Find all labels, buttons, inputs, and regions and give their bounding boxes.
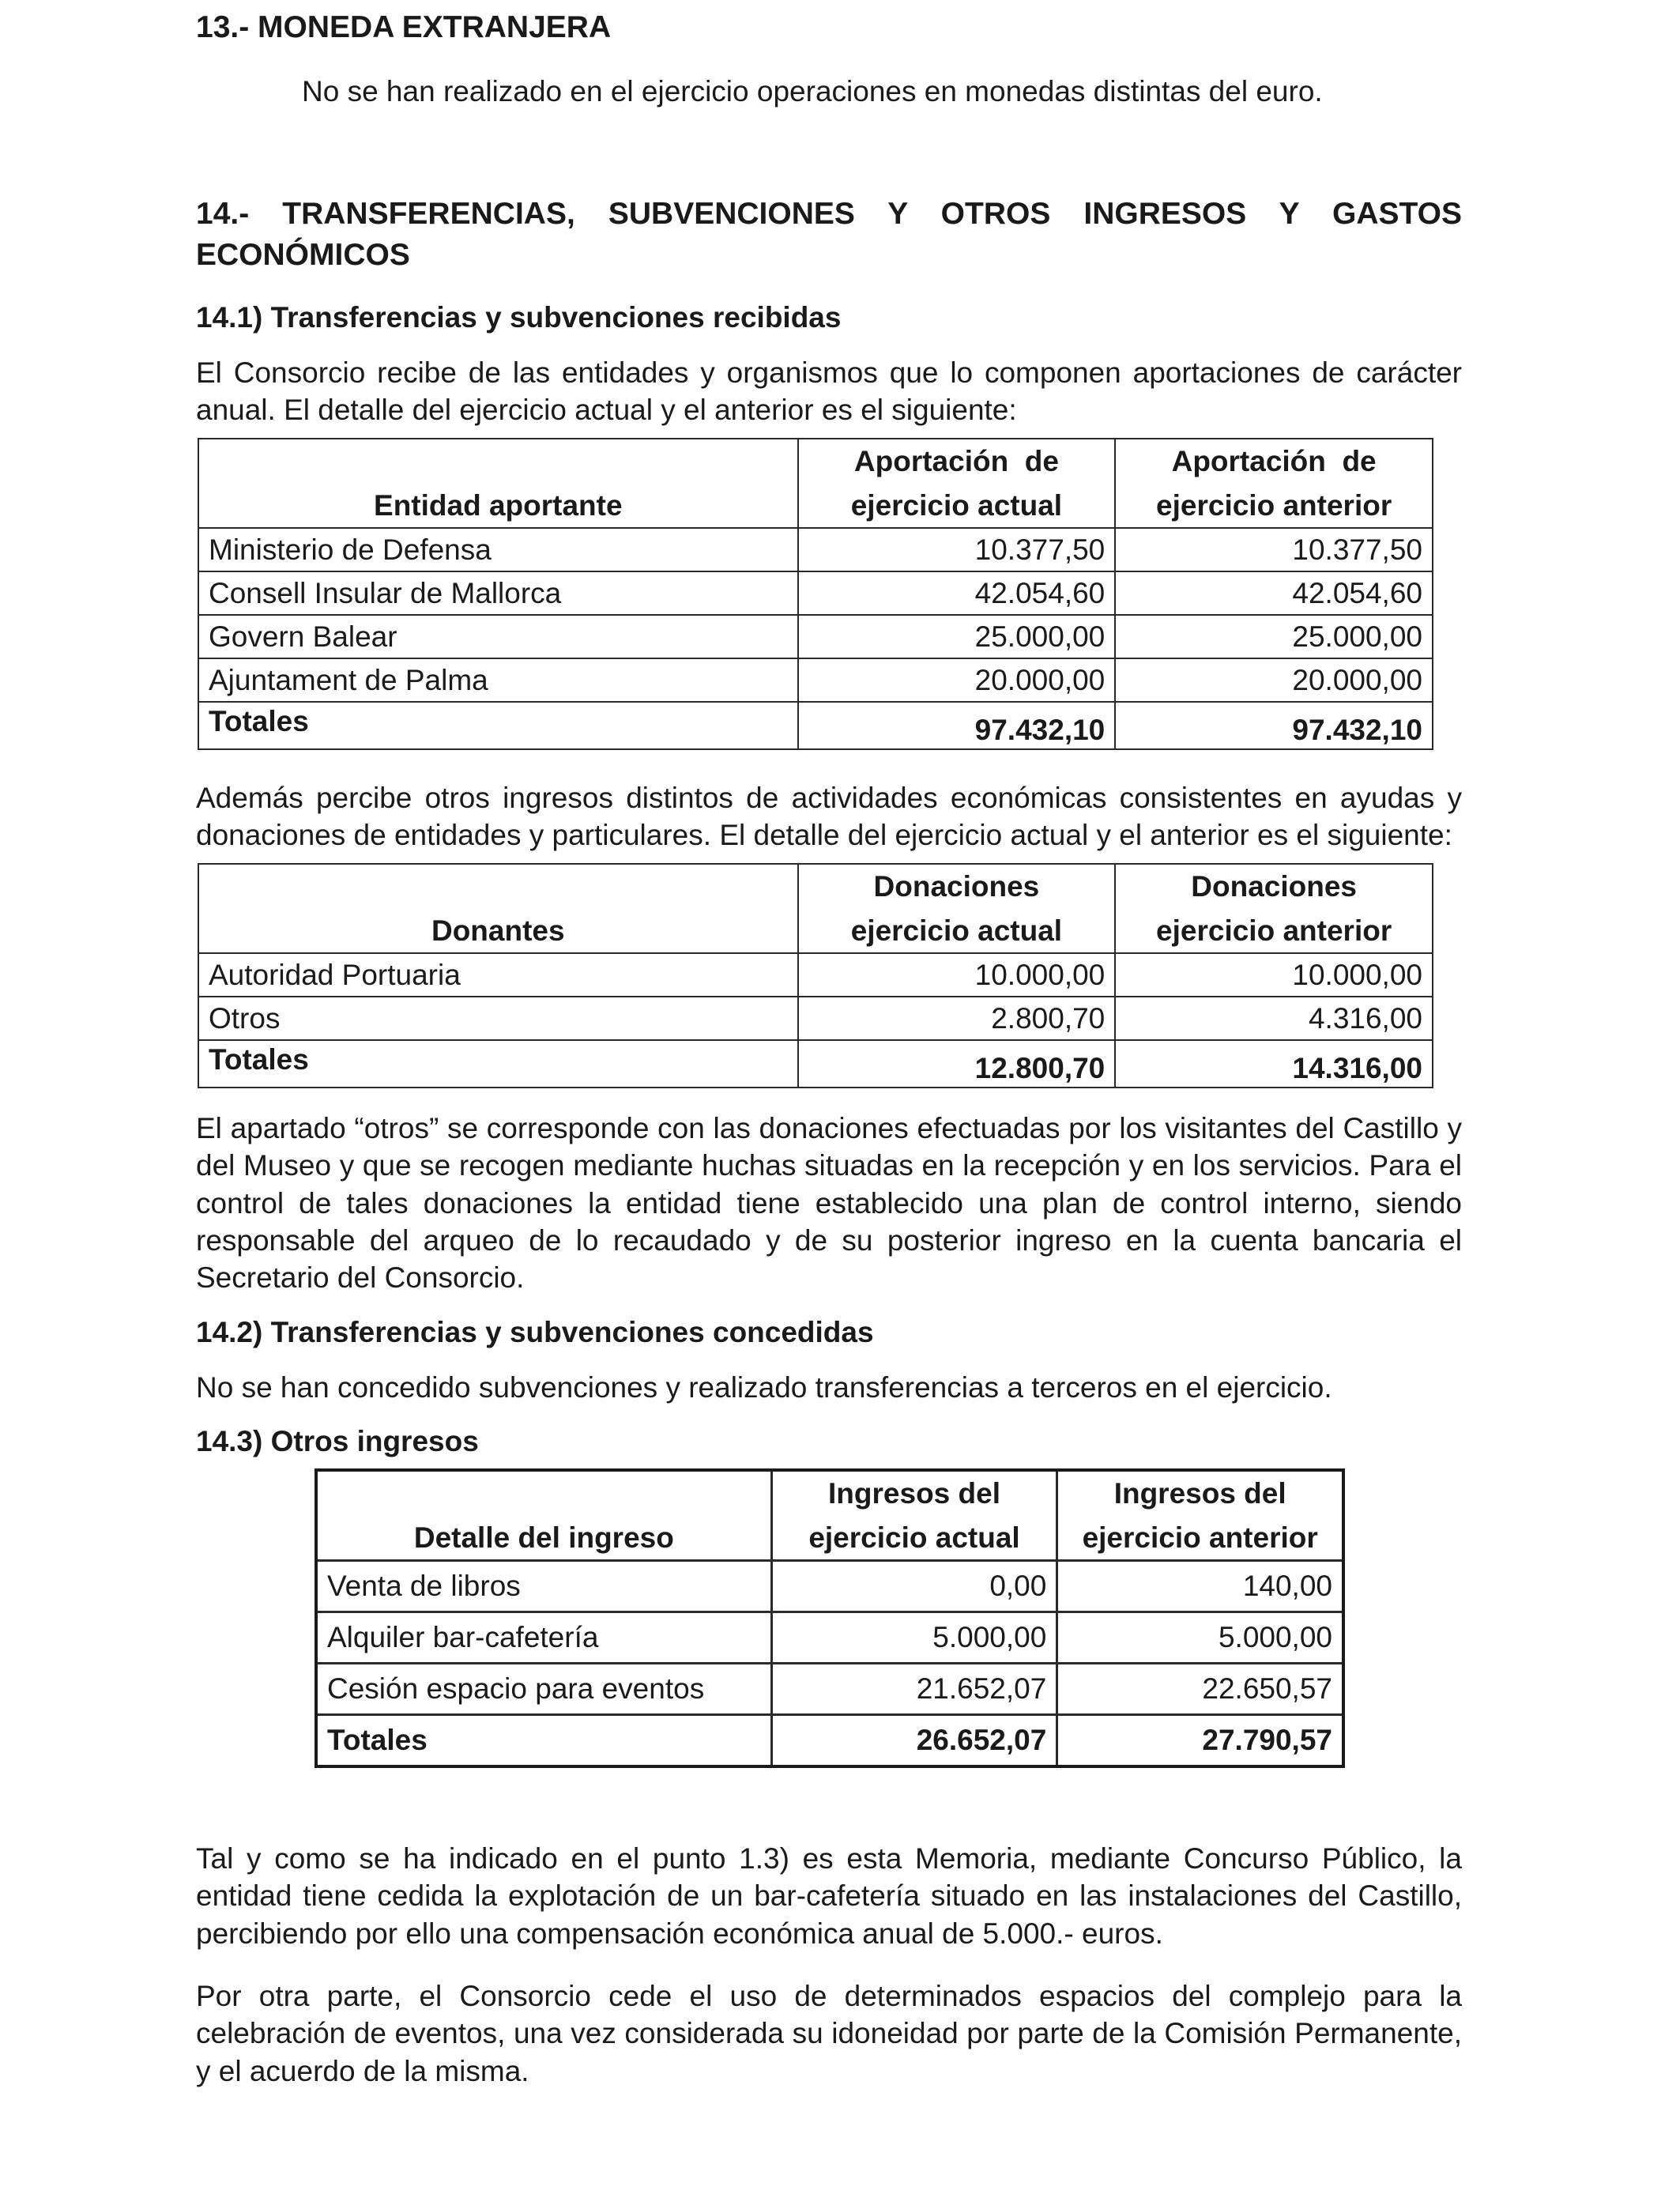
column-header: Donaciones ejercicio actual [798, 864, 1116, 953]
totals-row [198, 1040, 1433, 1088]
totals-row [198, 702, 1433, 749]
section-14-heading-line2: ECONÓMICOS [196, 238, 410, 272]
entity-cell: Ministerio de Defensa [198, 528, 798, 571]
donations-intro: Además percibe otros ingresos distintos de actividades económicas consistentes en ayudas y donaciones de entidades y particulares. El detalle del ejercicio actual y el anterior es el siguiente: [196, 782, 1462, 852]
previous-value-cell: 20.000,00 [1115, 658, 1433, 702]
section-14-3-heading: 14.3) Otros ingresos [196, 1425, 479, 1457]
other-income-table [315, 1468, 1345, 1768]
bar-cafeteria-paragraph: Tal y como se ha indicado en el punto 1.3) es esta Memoria, mediante Concurso Público, la entidad tiene cedida la explotación de un bar-cafetería situado en las instalaciones del Castillo, percibiendo por ello una compensación económica anual de 5.000.- euros. [196, 1842, 1462, 1950]
totals-previous: 27.790,57 [1057, 1715, 1343, 1767]
section-14-1-intro: El Consorcio recibe de las entidades y organismos que lo componen aportaciones de carácter anual. El detalle del ejercicio actual y el anterior es el siguiente: [196, 356, 1462, 427]
table-row [198, 571, 1433, 615]
otros-explanation: El apartado “otros” se corresponde con las donaciones efectuadas por los visitantes del Castillo y del Museo y que se recogen mediante huchas situadas en la recepción y en los servicios. Para el control de tales donaciones la entidad tiene establecido una plan de control interno, siendo responsable del arqueo de lo recaudado y de su posterior ingreso en la cuenta bancaria el Secretario del Consorcio. [196, 1112, 1462, 1295]
previous-value-cell: 5.000,00 [1057, 1612, 1343, 1664]
section-14-1-heading: 14.1) Transferencias y subvenciones recibidas [196, 301, 842, 334]
current-value-cell: 21.652,07 [771, 1664, 1057, 1715]
column-header: Donaciones ejercicio anterior [1115, 864, 1433, 953]
current-value-cell: 5.000,00 [771, 1612, 1057, 1664]
column-header: Aportación de ejercicio actual [798, 439, 1116, 528]
totals-label: Totales [198, 1040, 798, 1088]
table-row [316, 1664, 1343, 1715]
current-value-cell: 42.054,60 [798, 571, 1116, 615]
income-detail-cell: Venta de libros [316, 1561, 771, 1612]
table-row [316, 1612, 1343, 1664]
table-header-row [198, 864, 1433, 953]
table-row [198, 615, 1433, 658]
previous-value-cell: 140,00 [1057, 1561, 1343, 1612]
column-header: Ingresos del ejercicio anterior [1057, 1470, 1343, 1561]
totals-row [316, 1715, 1343, 1767]
totals-current: 97.432,10 [798, 702, 1116, 749]
totals-current: 26.652,07 [771, 1715, 1057, 1767]
current-value-cell: 0,00 [771, 1561, 1057, 1612]
previous-value-cell: 25.000,00 [1115, 615, 1433, 658]
event-spaces-paragraph: Por otra parte, el Consorcio cede el uso de determinados espacios del complejo para la celebración de eventos, una vez considerada su idoneidad por parte de la Comisión Permanente, y el acuerdo de la misma. [196, 1980, 1462, 2087]
section-14-2-heading: 14.2) Transferencias y subvenciones concedidas [196, 1316, 874, 1348]
previous-value-cell: 4.316,00 [1115, 997, 1433, 1040]
column-header: Donantes [198, 864, 798, 953]
totals-label: Totales [198, 702, 798, 749]
table-header-row [316, 1470, 1343, 1561]
totals-label: Totales [316, 1715, 771, 1767]
income-detail-cell: Alquiler bar-cafetería [316, 1612, 771, 1664]
current-value-cell: 2.800,70 [798, 997, 1116, 1040]
table-header-row [198, 439, 1433, 528]
previous-value-cell: 10.000,00 [1115, 953, 1433, 997]
donor-cell: Autoridad Portuaria [198, 953, 798, 997]
income-detail-cell: Cesión espacio para eventos [316, 1664, 771, 1715]
totals-current: 12.800,70 [798, 1040, 1116, 1088]
totals-previous: 97.432,10 [1115, 702, 1433, 749]
donations-table [198, 863, 1433, 1088]
column-header: Aportación de ejercicio anterior [1115, 439, 1433, 528]
column-header: Ingresos del ejercicio actual [771, 1470, 1057, 1561]
current-value-cell: 20.000,00 [798, 658, 1116, 702]
donor-cell: Otros [198, 997, 798, 1040]
entity-cell: Govern Balear [198, 615, 798, 658]
table-row [198, 953, 1433, 997]
current-value-cell: 25.000,00 [798, 615, 1116, 658]
contributions-table [198, 438, 1433, 750]
current-value-cell: 10.000,00 [798, 953, 1116, 997]
previous-value-cell: 42.054,60 [1115, 571, 1433, 615]
current-value-cell: 10.377,50 [798, 528, 1116, 571]
previous-value-cell: 22.650,57 [1057, 1664, 1343, 1715]
section-13-text: No se han realizado en el ejercicio operaciones en monedas distintas del euro. [302, 75, 1323, 107]
section-14-2-text: No se han concedido subvenciones y realizado transferencias a terceros en el ejercicio. [196, 1371, 1332, 1404]
previous-value-cell: 10.377,50 [1115, 528, 1433, 571]
column-header: Entidad aportante [198, 439, 798, 528]
column-header: Detalle del ingreso [316, 1470, 771, 1561]
table-row [198, 528, 1433, 571]
section-14-heading-line1: 14.- TRANSFERENCIAS, SUBVENCIONES Y OTROS INGRESOS Y GASTOS [196, 197, 1462, 231]
table-row [198, 658, 1433, 702]
entity-cell: Consell Insular de Mallorca [198, 571, 798, 615]
section-13-heading: 13.- MONEDA EXTRANJERA [196, 10, 612, 44]
table-row [316, 1561, 1343, 1612]
totals-previous: 14.316,00 [1115, 1040, 1433, 1088]
table-row [198, 997, 1433, 1040]
entity-cell: Ajuntament de Palma [198, 658, 798, 702]
